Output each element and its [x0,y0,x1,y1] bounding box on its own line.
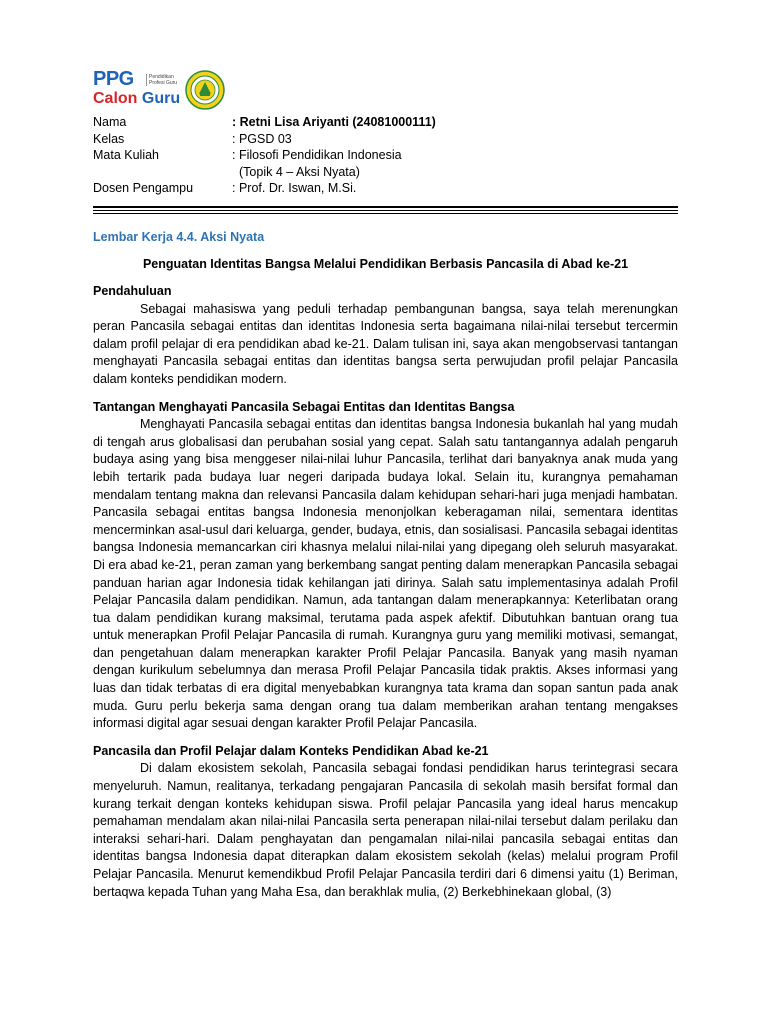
info-value: : Retni Lisa Ariyanti (24081000111) [232,115,436,129]
info-label: Kelas [93,131,125,146]
info-label: Dosen Pengampu [93,181,194,195]
info-row-dosen [93,180,436,197]
info-row-kelas [93,131,436,148]
section-heading: Pancasila dan Profil Pelajar dalam Konteks Pendidikan Abad ke-21 [93,743,489,758]
info-value: : PGSD 03 [232,131,292,146]
info-row-mata-kuliah [93,147,436,164]
section-heading: Pendahuluan [93,284,172,298]
calon-guru-text [93,90,180,108]
info-value: (Topik 4 – Aksi Nyata) [239,164,360,179]
university-seal-icon [185,70,225,110]
info-label: Mata Kuliah [93,148,160,162]
info-label: Nama [93,115,127,129]
header-divider [93,210,678,211]
section-paragraph: Menghayati Pancasila sebagai entitas dan identitas bangsa Indonesia bukanlah hal yang mudah di tengah arus globalisasi dan perubahan sosial yang cepat. Salah satu tantangannya adalah pengaruh budaya asing yang bisa menggeser nilai-nilai luhur Pancasila, terlihat dari banyaknya anak muda yang lebih tertarik pada budaya luar negeri daripada budaya lokal. Selain itu, kurangnya pemahaman mendalam tentang makna dan relevansi Pancasila dalam kehidupan sehari-hari juga menjadi hambatan. Pancasila sebagai entitas bangsa Indonesia menonjolkan keberagaman nilai, sementara identitas mencerminkan asal-usul dari keluarga, gender, budaya, etnis, dan sosialisasi. Pancasila sebagai identitas bangsa Indonesia memancarkan ciri khasnya melalui nilai-nilai yang dipegang oleh seluruh masyarakat. Di era abad ke-21, peran zaman yang berkembang sangat penting dalam menerapkan Pancasila sebagai panduan harian agar Indonesia tidak kehilangan jati dirinya. Salah satu implementasinya adalah Profil Pelajar Pancasila dalam pendidikan. Namun, ada tantangan dalam menerapkannya: Keterlibatan orang tua dalam pendidikan kurang maksimal, terutama pada aspek afektif. Dibutuhkan bantuan orang tua untuk menerapkan Profil Pelajar Pancasila di rumah. Kurangnya guru yang memiliki motivasi, semangat, dan pengetahuan dalam menerapkan karakter Profil Pelajar Pancasila. Banyak yang masih nyaman dengan kurikulum sebelumnya dan merasa Profil Pelajar Pancasila tidak praktis. Akses informasi yang luas dan tidak terbatas di era digital menyebabkan kurangnya tata krama dan sopan santun pada anak muda. Guru perlu bekerja sama dengan orang tua dalam memberikan arahan tentang mengakses informasi digital agar sesuai dengan karakter Profil Pelajar Pancasila. [93,417,678,731]
section-paragraph: Di dalam ekosistem sekolah, Pancasila sebagai fondasi pendidikan harus terintegrasi secara menyeluruh. Namun, realitanya, terkadang pengajaran Pancasila di sekolah masih bersifat formal dan kurang terkait dengan konteks kehidupan siswa. Profil pelajar Pancasila yang ideal harus mencakup pemahaman mendalam akan nilai-nilai Pancasila serta penerapan nilai-nilai tersebut dalam perilaku dan interaksi sehari-hari. Dalam penghayatan dan pengamalan nilai-nilai pancasila sebagai entitas dan identitas bangsa Indonesia dapat diterapkan dalam ekosistem sekolah (kelas) melalui program Profil Pelajar Pancasila. Menurut kemendikbud Profil Pelajar Pancasila terdiri dari 6 dimensi yaitu (1) Beriman, bertaqwa kepada Tuhan yang Maha Esa, dan berakhlak mulia, (2) Berkebhinekaan global, (3) [93,761,678,899]
identity-table [93,114,436,197]
ppg-logo-text: PPG [93,68,134,90]
info-value: : Filosofi Pendidikan Indonesia [232,148,402,162]
header-divider [93,206,678,208]
calon-word: Calon [93,90,138,107]
document-title: Penguatan Identitas Bangsa Melalui Pendidikan Berbasis Pancasila di Abad ke-21 [142,257,629,271]
ppg-logo [93,68,179,112]
info-value: : Prof. Dr. Iswan, M.Si. [232,181,357,195]
info-row-topik [93,164,436,181]
worksheet-label: Lembar Kerja 4.4. Aksi Nyata [93,230,265,244]
section-heading: Tantangan Menghayati Pancasila Sebagai Entitas dan Identitas Bangsa [93,399,515,414]
info-label [93,164,232,181]
header-divider [93,213,678,214]
section-paragraph: Sebagai mahasiswa yang peduli terhadap pembangunan bangsa, saya telah merenungkan peran Pancasila sebagai entitas dan identitas Indonesia serta bagaimana nilai-nilai tersebut tercermin dalam profil pelajar di era pendidikan abad ke-21. Dalam tulisan ini, saya akan mengobservasi tantangan menghayati Pancasila sebagai entitas dan identitas bangsa serta perwujudan profil pelajar Pancasila dalam konteks pendidikan modern. [93,301,678,386]
guru-word: Guru [141,90,181,107]
header-logos [93,66,225,114]
ppg-logo-subtitle: Pendidikan Profesi Guru [146,74,179,86]
document-body [93,283,678,901]
info-row-nama [93,114,436,131]
